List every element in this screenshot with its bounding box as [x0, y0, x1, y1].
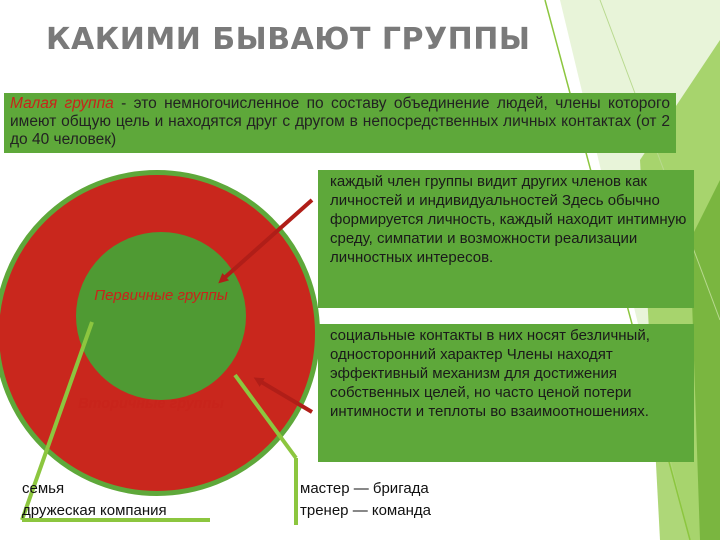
secondary-arrow — [258, 380, 312, 412]
definition-term: Малая группа — [10, 95, 114, 112]
primary-groups-description: каждый член группы видит других членов как личностей и индивидуальностей Здесь обычно формируется личность, каждый находит интимную среду, симпатии и возможности реализации личностных интересов. — [318, 170, 694, 308]
secondary-groups-label: Вторичные группы — [78, 396, 224, 412]
secondary-groups-description: социальные контакты в них носят безличный, односторонний характер Члены находят эффективный механизм для достижения собственных целей, но часто ценой потери интимности и теплоты во взаимоотношениях. — [318, 324, 694, 462]
slide-title: КАКИМИ БЫВАЮТ ГРУППЫ — [46, 22, 531, 57]
primary-groups-label: Первичные группы — [94, 287, 228, 304]
primary-arrow — [222, 200, 312, 280]
definition-text: - это немногочисленное по составу объединение людей, члены которого имеют общую цель и находятся друг с другом в непосредственных личных контактах (от 2 до 40 человек) — [10, 95, 670, 148]
secondary-example-connector — [235, 375, 296, 458]
primary-example-text: семья дружеская компания — [22, 480, 167, 519]
secondary-example-text: мастер — бригада тренер — команда — [300, 480, 431, 519]
